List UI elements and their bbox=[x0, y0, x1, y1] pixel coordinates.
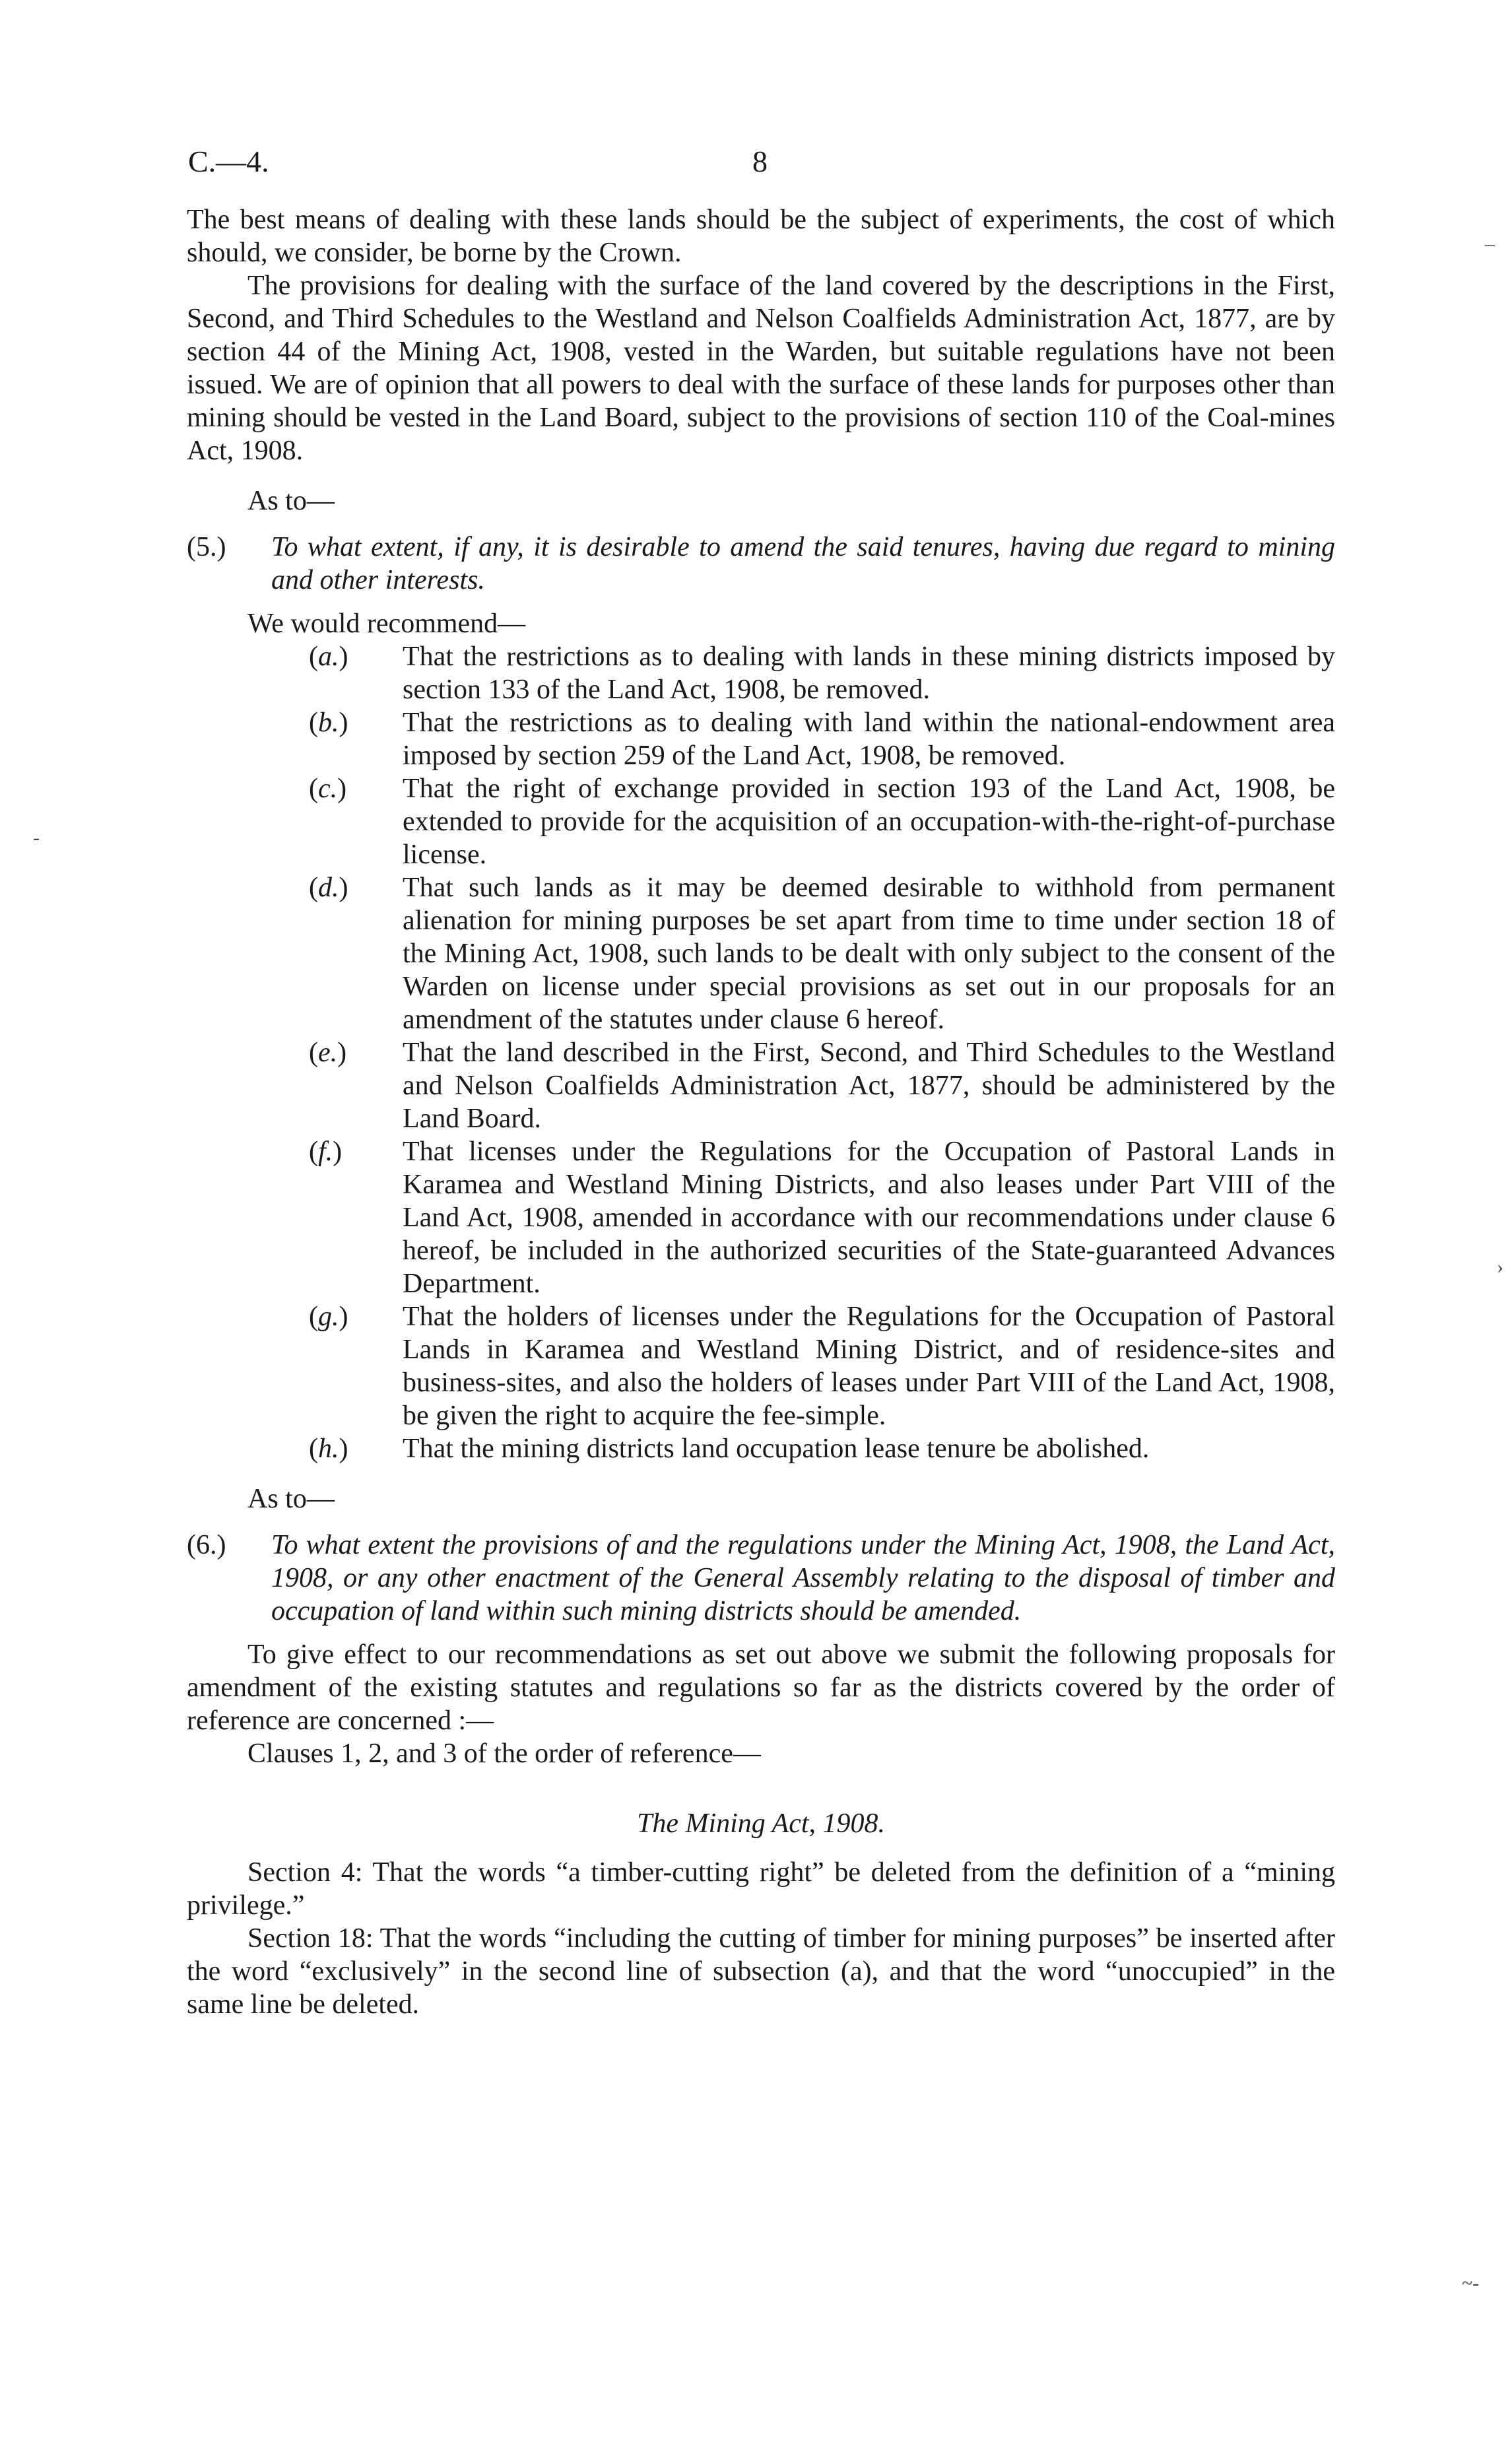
item-label: (f.) bbox=[309, 1137, 343, 1167]
section-title: The Mining Act, 1908. bbox=[636, 1808, 886, 1839]
question-5 bbox=[187, 531, 1335, 597]
item-label: (b.) bbox=[309, 708, 348, 738]
paragraph-experiments: The best means of dealing with these lands should be the subject of experiments, the cost of which should, we consider, be borne by the Crown. bbox=[187, 205, 1335, 268]
item-label: (a.) bbox=[309, 642, 348, 672]
item-label: (d.) bbox=[309, 873, 348, 903]
item-label: (c.) bbox=[309, 774, 347, 804]
paragraph-proposals: To give effect to our recommendations as set out above we submit the following proposals for amendment of the existing statutes and regulations so far as the districts covered by the order of reference are concerned :— bbox=[187, 1639, 1335, 1736]
item-label: (g.) bbox=[309, 1302, 348, 1332]
question-text: To what extent, if any, it is desirable to amend the said tenures, having due regard to mining and other interests. bbox=[271, 532, 1335, 595]
recommendation-item bbox=[187, 772, 1335, 871]
item-text: That the holders of licenses under the Regulations for the Occupation of Pastoral Lands in Karamea and Westland Mining District, and of residence-sites and business-sites, and also the holders of leases under Part VIII of the Land Act, 1908, be given the right to acquire the fee-simple. bbox=[403, 1302, 1335, 1431]
question-text: To what extent the provisions of and the regulations under the Mining Act, 1908, the Land Act, 1908, or any other enactment of the General Assembly relating to the disposal of timber and occupation of land within such mining districts should be amended. bbox=[271, 1530, 1335, 1626]
question-6 bbox=[187, 1529, 1335, 1628]
scan-mark: ~- bbox=[1462, 2272, 1480, 2294]
item-text: That the restrictions as to dealing with land within the national-endowment area imposed by section 259 of the Land Act, 1908, be removed. bbox=[403, 708, 1335, 771]
scan-mark: › bbox=[1497, 1256, 1503, 1278]
recommendation-item bbox=[187, 1036, 1335, 1135]
document-reference: C.—4. bbox=[188, 145, 269, 178]
recommend-intro: We would recommend— bbox=[247, 609, 526, 639]
page-number: 8 bbox=[752, 145, 768, 178]
recommendation-item bbox=[187, 871, 1335, 1036]
item-text: That licenses under the Regulations for the Occupation of Pastoral Lands in Karamea and Westland Mining Districts, and also leases under Part VIII of the Land Act, 1908, amended in accordance with our recommendations under clause 6 hereof, be included in the authorized securities of the State-guaranteed Advances Department. bbox=[403, 1137, 1335, 1299]
scan-mark: – bbox=[1485, 233, 1495, 255]
item-label: (h.) bbox=[309, 1434, 348, 1464]
recommendation-item bbox=[187, 1300, 1335, 1432]
recommendation-item bbox=[187, 1432, 1335, 1465]
section-18-amendment: Section 18: That the words “including the cutting of timber for mining purposes” be inserted after the word “exclusively” in the second line of subsection (a), and that the word “unoccupied” in the same line be deleted. bbox=[187, 1923, 1335, 2020]
item-text: That the land described in the First, Second, and Third Schedules to the Westland and Nelson Coalfields Administration Act, 1877, should be administered by the Land Board. bbox=[403, 1038, 1335, 1134]
as-to-heading: As to— bbox=[247, 486, 335, 516]
scan-mark: - bbox=[33, 827, 40, 849]
document-body bbox=[187, 203, 1335, 2021]
item-label: (e.) bbox=[309, 1038, 347, 1068]
item-text: That the right of exchange provided in section 193 of the Land Act, 1908, be extended to provide for the acquisition of an occupation-with-the-right-of-purchase license. bbox=[403, 774, 1335, 870]
recommendation-item bbox=[187, 706, 1335, 772]
item-text: That such lands as it may be deemed desirable to withhold from permanent alienation for mining purposes be set apart from time to time under section 18 of the Mining Act, 1908, such lands to be dealt with only subject to the consent of the Warden on license under special provisions as set out in our proposals for an amendment of the statutes under clause 6 hereof. bbox=[403, 873, 1335, 1035]
recommendation-item bbox=[187, 640, 1335, 706]
question-number: (6.) bbox=[187, 1530, 226, 1560]
section-4-amendment: Section 4: That the words “a timber-cutting right” be deleted from the definition of a “mining privilege.” bbox=[187, 1857, 1335, 1921]
question-number: (5.) bbox=[187, 532, 226, 562]
recommendation-item bbox=[187, 1135, 1335, 1300]
paragraph-clauses: Clauses 1, 2, and 3 of the order of reference— bbox=[247, 1738, 761, 1769]
item-text: That the restrictions as to dealing with lands in these mining districts imposed by section 133 of the Land Act, 1908, be removed. bbox=[403, 642, 1335, 705]
paragraph-surface-provisions: The provisions for dealing with the surface of the land covered by the descriptions in the First, Second, and Third Schedules to the Westland and Nelson Coalfields Administration Act, 1877, are by section 44 of the Mining Act, 1908, vested in the Warden, but suitable regulations have not been issued. We are of opinion that all powers to deal with the surface of these lands for purposes other than mining should be vested in the Land Board, subject to the provisions of section 110 of the Coal-mines Act, 1908. bbox=[187, 271, 1335, 466]
item-text: That the mining districts land occupation lease tenure be abolished. bbox=[403, 1434, 1150, 1464]
as-to-heading: As to— bbox=[247, 1484, 335, 1514]
